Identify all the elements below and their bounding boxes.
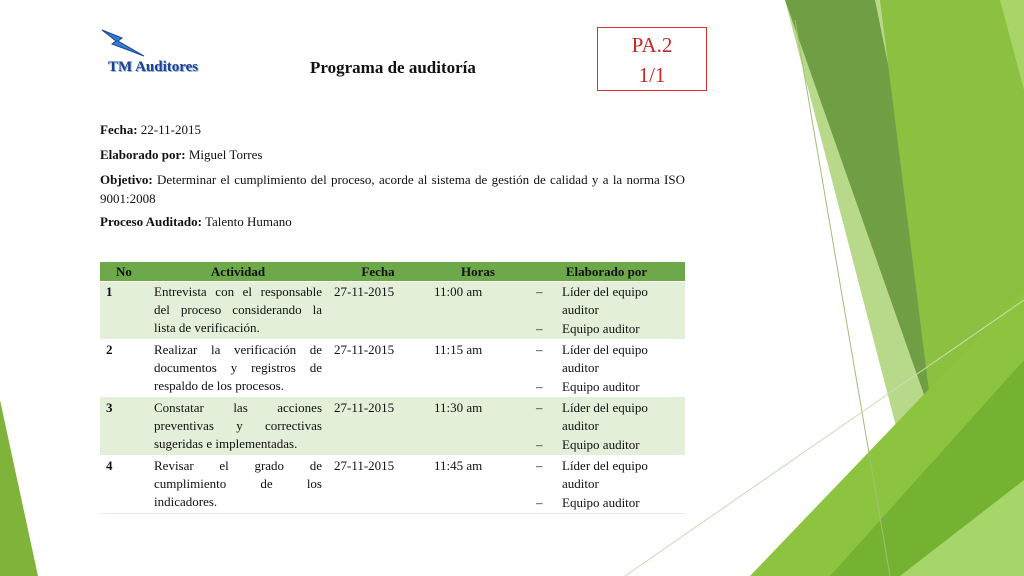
cell-horas: 11:45 am — [428, 456, 528, 514]
cell-elaborado — [528, 456, 685, 514]
lightning-bolt-icon — [100, 28, 146, 58]
fecha-label: Fecha: — [100, 122, 138, 137]
header-elaborado: Elaborado por — [528, 262, 685, 282]
fecha-line — [100, 120, 685, 139]
elaborado-item: – Equipo auditor — [536, 495, 640, 510]
table-row — [100, 282, 685, 340]
audit-program-table — [100, 262, 685, 514]
fecha-value: 22-11-2015 — [140, 122, 201, 137]
table-row — [100, 456, 685, 514]
objetivo-label: Objetivo: — [100, 172, 153, 187]
header-actividad: Actividad — [148, 262, 328, 282]
table-row — [100, 340, 685, 398]
cell-no: 2 — [100, 340, 148, 398]
cell-horas: 11:00 am — [428, 282, 528, 340]
cell-actividad: Revisar el grado de cumplimiento de los indicadores. — [148, 456, 328, 514]
header-fecha: Fecha — [328, 262, 428, 282]
page-count: 1/1 — [638, 63, 666, 87]
cell-elaborado — [528, 340, 685, 398]
cell-elaborado — [528, 282, 685, 340]
elaborado-line — [100, 145, 685, 164]
cell-actividad: Realizar la verificación de documentos y registros de respaldo de los procesos. — [148, 340, 328, 398]
elaborado-item: – Equipo auditor — [536, 437, 640, 452]
logo-text: TM Auditores — [108, 59, 199, 75]
page-title: Programa de auditoría — [310, 58, 476, 77]
cell-fecha: 27-11-2015 — [328, 456, 428, 514]
elaborado-item: – Líder del equipo auditor — [536, 458, 648, 491]
cell-no: 4 — [100, 456, 148, 514]
elaborado-item: – Equipo auditor — [536, 379, 640, 394]
cell-horas: 11:15 am — [428, 340, 528, 398]
elaborado-item: – Líder del equipo auditor — [536, 342, 648, 375]
cell-fecha: 27-11-2015 — [328, 398, 428, 456]
objetivo-line — [100, 170, 685, 208]
left-green-shape — [0, 400, 38, 576]
cell-actividad: Constatar las acciones preventivas y correctivas sugeridas e implementadas. — [148, 398, 328, 456]
cell-fecha: 27-11-2015 — [328, 340, 428, 398]
cell-horas: 11:30 am — [428, 398, 528, 456]
elaborado-item: – Líder del equipo auditor — [536, 284, 648, 317]
header-horas: Horas — [428, 262, 528, 282]
table-row — [100, 398, 685, 456]
document-code: PA.2 — [631, 33, 673, 57]
proceso-line — [100, 212, 685, 231]
cell-fecha: 27-11-2015 — [328, 282, 428, 340]
proceso-label: Proceso Auditado: — [100, 214, 202, 229]
cell-elaborado — [528, 398, 685, 456]
cell-actividad: Entrevista con el responsable del proceso considerando la lista de verificación. — [148, 282, 328, 340]
header-no: No — [100, 262, 148, 282]
cell-no: 1 — [100, 282, 148, 340]
proceso-value: Talento Humano — [204, 214, 292, 229]
objetivo-value: Determinar el cumplimiento del proceso, acorde al sistema de gestión de calidad y a la norma ISO 9001:2008 — [100, 172, 686, 206]
elaborado-label: Elaborado por: — [100, 147, 186, 162]
cell-no: 3 — [100, 398, 148, 456]
elaborado-value: Miguel Torres — [188, 147, 263, 162]
elaborado-item: – Equipo auditor — [536, 321, 640, 336]
document-code-box — [597, 27, 707, 91]
table-header-row — [100, 262, 685, 282]
elaborado-item: – Líder del equipo auditor — [536, 400, 648, 433]
